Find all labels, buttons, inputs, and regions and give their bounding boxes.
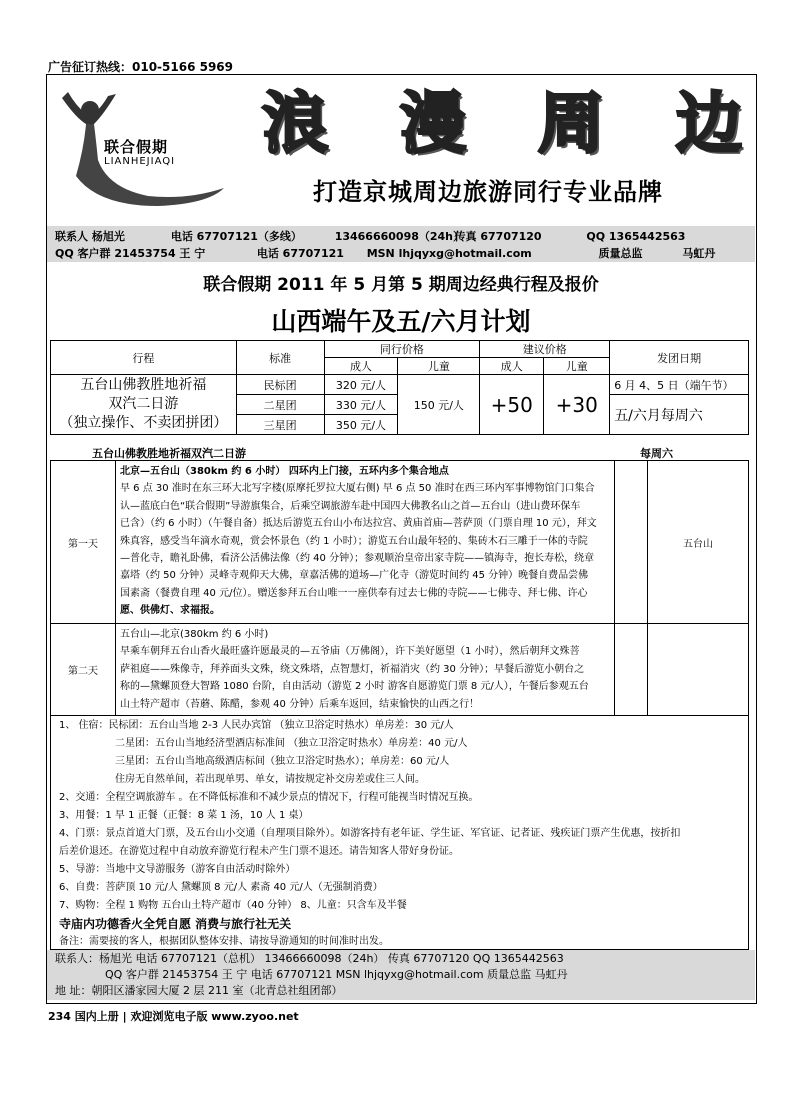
day1-line: 殊真容，感受当年滴水奇观，赏会怀景色（约 1 小时）；游览五台山最年轻的、集砖木石三雕于一体的寺院 [120,535,588,547]
day2-line: 五台山—北京(380km 约 6 小时) [120,629,269,640]
header-adult: 成人 [480,358,544,375]
brand-char: 周 [538,85,604,162]
logo-pinyin: LIANHEJIAQI [104,156,176,167]
note-line: 4、门票：景点首道大门票，及五台山小交通（自理项目除外）。如游客持有老年证、学生证、军官证、记者证、残疾证门票产生优惠，按折扣 [59,828,681,839]
ad-hotline: 广告征订热线：010-5166 5969 [48,60,234,74]
schedule-cell: 6 月 4、5 日（端午节） [610,375,749,395]
route-name [51,375,237,435]
contact-fax: 传真 67707120 [454,230,542,243]
contact-address: 地 址：朝阳区潘家园大厦 2 层 211 室（北青总社组团部） [55,984,343,997]
spacer-cell [615,624,648,716]
note-line: 5、导游：当地中文导游服务（游客自由活动时除外） [59,864,296,875]
standard-cell: 二星团 [236,395,324,415]
header-standard: 标准 [236,341,324,375]
day2-line: 称的—黛螺顶登大智路 1080 台阶，自由活动（游览 2 小时 游客自愿游览门票 8 元/人），午餐后参观五台 [120,681,589,693]
brand-char: 浪 [262,85,328,162]
header-adult: 成人 [324,358,398,375]
schedule-cell: 五/六月每周六 [610,395,749,435]
route-bar [50,444,749,460]
note-line: 7、购物：全程 1 购物 五台山土特产超市（40 分钟） 8、儿童：只含车及半餐 [59,900,407,911]
header-suggest-price: 建议价格 [480,341,610,358]
contact-bar-bottom [47,950,755,1000]
day1-details [116,461,615,624]
day1-label: 第一天 [51,461,116,624]
header-child: 儿童 [398,358,480,375]
contact-mobile: 13466660098（24h） [334,230,465,243]
day1-destination: 五台山 [648,461,749,624]
day2-line: 萨祖庭——殊像寺，拜养面头文殊，绕文殊塔，点智慧灯，祈福消灾（约 30 分钟）；早餐后游览小朝台之 [120,663,585,675]
day1-line: 已含）（约 6 小时）（午餐自备）抵达后游览五台山小布达拉宫、黄庙首庙—菩萨顶（门票自理 10 元），拜文 [120,518,597,530]
contact-bottom-line: QQ 客户群 21453754 王 宁 电话 67707121 MSN lhjqyxg@hotmail.com 质量总监 马虹丹 [105,968,568,981]
day1-line: 愿、供佛灯、求福报。 [120,605,220,617]
brand-slogan: 打造京城周边旅游同行专业品牌 [313,178,663,206]
day1-line: 认—蓝底白色“联合假期”导游旗集合，后乘空调旅游车赴中国四大佛教名山之首—五台山（进山费环保车 [120,500,581,512]
day2-line: 山土特产超市（苔蘑、陈醋，参观 40 分钟）后乘车返回，结束愉快的山西之行！ [120,698,480,710]
note-line: 2、交通：全程空调旅游车 。在不降低标准和不减少景点的情况下，行程可能视当时情况互换。 [59,792,479,803]
suggest-child-cell: +30 [544,375,610,435]
route-bar-name: 五台山佛教胜地祈福双汽二日游 [92,447,246,460]
route-bar-frequency: 每周六 [640,447,673,460]
issue-title: 联合假期 2011 年 5 月第 5 期周边经典行程及报价 [203,275,599,295]
route-name-line: 双汽二日游 [108,396,179,412]
adult-price-cell: 350 元/人 [324,415,398,435]
note-line: 后差价退还。在游览过程中自动放弃游览行程未产生门票不退还。请告知客人带好身份证。 [59,846,459,857]
contact-phone-2: 电话 67707121 [256,247,344,260]
contact-phone: 电话 67707121（多线） [170,230,302,243]
contact-person: 联系人 杨旭光 [55,230,125,243]
adult-price-cell: 330 元/人 [324,395,398,415]
contact-qq: QQ 1365442563 [586,230,686,243]
note-line: 3、用餐：1 早 1 正餐（正餐：8 菜 1 汤，10 人 1 桌） [59,810,309,821]
route-name-line: 五台山佛教胜地祈福 [80,377,207,393]
note-line: 住房无自然单间，若出现单男、单女，请按规定补交房差或住三人间。 [115,774,425,785]
day1-line: 国素斋（餐费自理 40 元/位）。赠送参拜五台山唯一一座供奉有过去七佛的寺院——七佛寺、拜七佛、许心 [120,587,588,599]
note-line: 二星团：五台山当地经济型酒店标准间 （独立卫浴定时热水）单房差：40 元/人 [115,738,468,749]
brand-char: 边 [676,85,742,162]
contact-qa-name: 马虹丹 [682,247,716,260]
plan-title: 山西端午及五/六月计划 [271,307,531,336]
standard-cell: 民标团 [236,375,324,395]
itinerary-table [50,460,749,716]
note-line: 1、 住宿：民标团：五台山当地 2-3 人民办宾馆 （独立卫浴定时热水）单房差：30 元/人 [59,720,454,731]
suggest-adult-cell: +50 [480,375,544,435]
logo-name: 联合假期 [104,138,169,156]
day2-label: 第二天 [51,624,116,716]
contact-bottom-line: 联系人：杨旭光 电话 67707121（总机） 13466660098（24h） 传真 67707120 QQ 1365442563 [55,952,564,965]
note-line: 三星团：五台山当地高级酒店标间（独立卫浴定时热水）；单房差：60 元/人 [115,756,450,767]
header-child: 儿童 [544,358,610,375]
brand-char: 漫 [400,85,466,162]
contact-msn: MSN lhjqyxg@hotmail.com [366,247,532,260]
price-table [50,340,749,435]
note-line: 6、自费：菩萨顶 10 元/人 黛螺顶 8 元/人 素斋 40 元/人（无强制消费） [59,882,383,893]
note-line: 备注：需要接的客人，根据团队整体安排、请按导游通知的时间准时出发。 [59,936,389,947]
day1-line: 北京—五台山（380km 约 6 小时） 四环内上门接，五环内多个集合地点 [120,466,449,477]
day2-details [116,624,615,716]
contact-bar-top [47,226,755,262]
day1-line: 嘉塔（约 50 分钟）灵峰寺观仰天大佛，章嘉活佛的道场—广化寺（游览时间约 45 分钟）晚餐自费品尝佛 [120,570,589,582]
standard-cell: 三星团 [236,415,324,435]
day2-line: 早乘车朝拜五台山香火最旺盛许愿最灵的—五爷庙（万佛阁），许下美好愿望（1 小时），然后朝拜文殊菩 [120,646,580,658]
page-footer: 234 国内上册 | 欢迎浏览电子版 www.zyoo.net [48,1010,299,1023]
header-peer-price: 同行价格 [324,341,480,358]
adult-price-cell: 320 元/人 [324,375,398,395]
logo [58,88,228,228]
header-route: 行程 [51,341,237,375]
contact-qa-label: 质量总监 [598,247,643,260]
contact-qq-group: QQ 客户群 21453754 王 宁 [55,247,206,260]
spacer-cell [615,461,648,624]
header-date: 发团日期 [610,341,749,375]
day1-line: —普化寺，瞻礼卧佛，看济公活佛法像（约 40 分钟）；参观顺治皇帝出家寺院——镇海寺，抱长寿松，绕章 [120,553,595,565]
route-name-line: （独立操作、不卖团拼团） [59,415,228,431]
brand-title [262,86,742,162]
note-line: 寺庙内功德香火全凭自愿 消费与旅行社无关 [59,917,292,931]
notes-section [50,715,749,950]
day1-line: 早 6 点 30 准时在东三环大北写字楼(原摩托罗拉大厦右侧) 早 6 点 50 准时在西三环内军事博物馆门口集合 [120,483,595,495]
child-price-cell: 150 元/人 [398,375,480,435]
day2-destination [648,624,749,716]
